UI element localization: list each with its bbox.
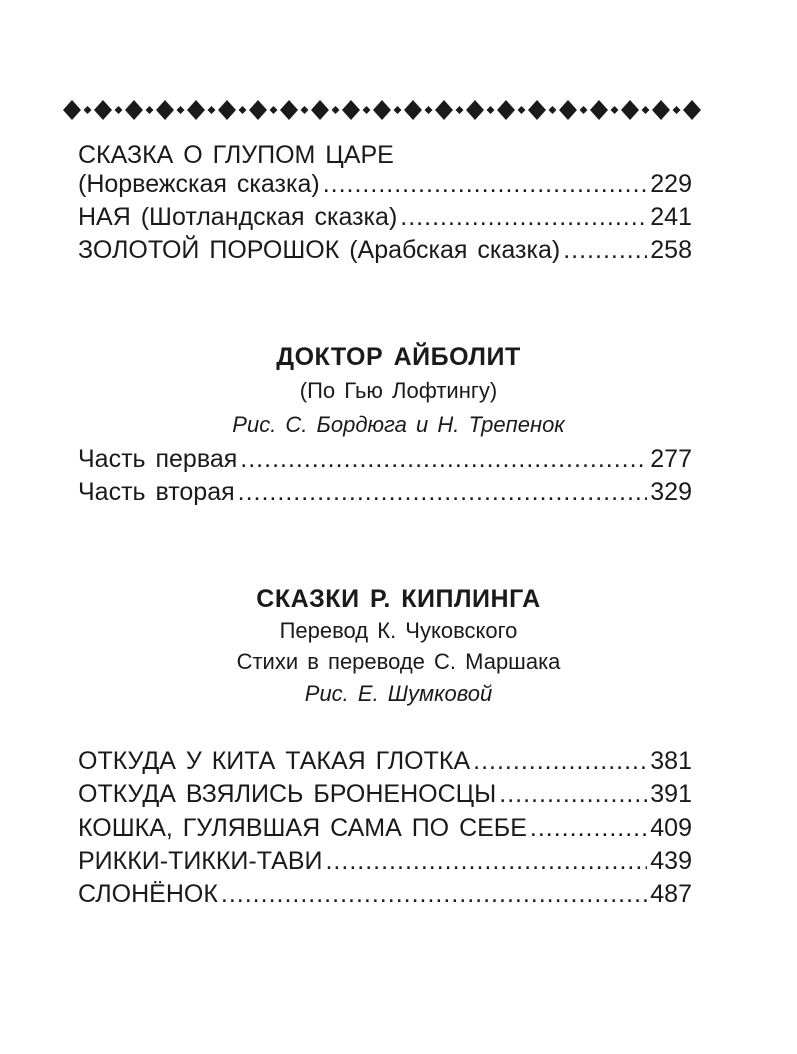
dot-leader (530, 812, 647, 844)
ornament-dot (146, 106, 154, 114)
toc-entry-title: СЛОНЁНОК (78, 880, 218, 908)
toc-page-number: 487 (650, 880, 692, 908)
ornament-dot (518, 106, 526, 114)
ornament-diamond (528, 100, 546, 120)
toc-entry[interactable] (78, 443, 692, 475)
ornament-diamond (311, 100, 329, 120)
toc-page-number: 258 (650, 236, 692, 264)
ornament-dot (549, 106, 557, 114)
toc-entry[interactable] (78, 168, 692, 200)
ornament-diamond (373, 100, 391, 120)
dot-leader (240, 443, 647, 475)
toc-entry[interactable] (78, 201, 692, 233)
dot-leader (563, 234, 647, 266)
toc-page-number: 229 (650, 170, 692, 198)
toc-page-number: 277 (650, 445, 692, 473)
toc-entry[interactable] (78, 878, 692, 910)
translator-credit: Перевод К. Чуковского (279, 618, 518, 643)
toc-entry[interactable] (78, 234, 692, 266)
ornament-diamond (621, 100, 639, 120)
ornament-dot (84, 106, 92, 114)
ornament-dot (487, 106, 495, 114)
ornament-diamond (187, 100, 205, 120)
ornament-diamond (218, 100, 236, 120)
toc-page-number: 409 (650, 814, 692, 842)
ornament-dot (115, 106, 123, 114)
ornament-diamond (156, 100, 174, 120)
toc-entry[interactable] (78, 812, 692, 844)
ornament-diamond (590, 100, 608, 120)
dot-leader (238, 476, 648, 508)
poems-translator-credit: Стихи в переводе С. Маршака (236, 649, 561, 674)
toc-entry[interactable] (78, 845, 692, 877)
toc-entry-title: НАЯ (Шотландская сказка) (78, 203, 398, 231)
toc-page-number: 329 (650, 478, 692, 506)
ornament-diamond (466, 100, 484, 120)
section-heading: СКАЗКИ Р. КИПЛИНГА (256, 585, 541, 613)
ornament-dot (301, 106, 309, 114)
ornament-dot (394, 106, 402, 114)
ornament-diamond (63, 100, 81, 120)
ornament-dot (177, 106, 185, 114)
toc-page-number: 391 (650, 780, 692, 808)
ornament-diamond (125, 100, 143, 120)
dot-leader (400, 201, 647, 233)
toc-entry-title: КОШКА, ГУЛЯВШАЯ САМА ПО СЕБЕ (78, 814, 527, 842)
toc-entry[interactable] (78, 778, 692, 810)
toc-entry-title-line1: СКАЗКА О ГЛУПОМ ЦАРЕ (78, 141, 394, 169)
ornament-dot (239, 106, 247, 114)
dot-leader (473, 745, 647, 777)
ornament-dot (425, 106, 433, 114)
ornament-diamond (652, 100, 670, 120)
ornament-dot (208, 106, 216, 114)
ornament-diamond (435, 100, 453, 120)
ornament-dot (332, 106, 340, 114)
diamond-border-ornament (62, 98, 707, 122)
illustrator-credit: Рис. С. Бордюга и Н. Трепенок (232, 412, 565, 437)
ornament-diamond (559, 100, 577, 120)
ornament-dot (363, 106, 371, 114)
ornament-diamond (497, 100, 515, 120)
section-heading: ДОКТОР АЙБОЛИТ (276, 343, 521, 371)
toc-entry-title: Часть вторая (78, 478, 235, 506)
illustrator-credit: Рис. Е. Шумковой (304, 681, 493, 706)
toc-entry-title: Часть первая (78, 445, 238, 473)
ornament-diamond (683, 100, 701, 120)
toc-entry-title: (Норвежская сказка) (78, 170, 320, 198)
toc-entry-title: ОТКУДА ВЗЯЛИСЬ БРОНЕНОСЦЫ (78, 780, 497, 808)
toc-page-number: 241 (650, 203, 692, 231)
ornament-diamond (404, 100, 422, 120)
dot-leader (499, 778, 647, 810)
dot-leader (323, 168, 648, 200)
toc-entry-title: ОТКУДА У КИТА ТАКАЯ ГЛОТКА (78, 747, 471, 775)
toc-entry-title: РИККИ-ТИККИ-ТАВИ (78, 847, 323, 875)
toc-page-number: 381 (650, 747, 692, 775)
ornament-diamond (94, 100, 112, 120)
toc-entry[interactable] (78, 476, 692, 508)
toc-page-number: 439 (650, 847, 692, 875)
ornament-diamond (280, 100, 298, 120)
section-subtitle: (По Гью Лофтингу) (299, 378, 498, 403)
ornament-diamond (342, 100, 360, 120)
dot-leader (221, 878, 647, 910)
dot-leader (325, 845, 647, 877)
toc-entry[interactable] (78, 745, 692, 777)
ornament-dot (580, 106, 588, 114)
ornament-dot (611, 106, 619, 114)
ornament-dot (456, 106, 464, 114)
toc-entry-title: ЗОЛОТОЙ ПОРОШОК (Арабская сказка) (78, 236, 561, 264)
ornament-dot (642, 106, 650, 114)
ornament-dot (270, 106, 278, 114)
ornament-dot (673, 106, 681, 114)
ornament-diamond (249, 100, 267, 120)
